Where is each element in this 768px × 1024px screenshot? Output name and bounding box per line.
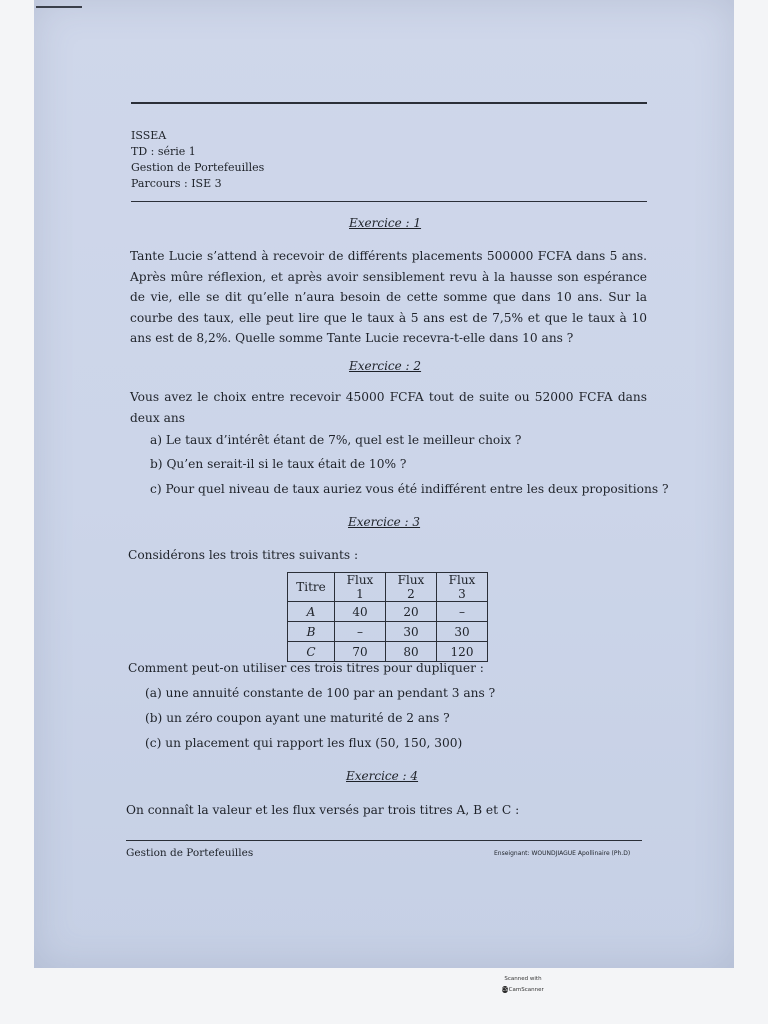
exercise-2-item-a [150,433,521,447]
exercise-1-title: Exercice : 1 [349,216,422,230]
table-cell: 70 [335,642,386,662]
camscanner-stamp [503,976,543,1012]
item-marker: c) [150,482,162,496]
table-header-row [288,573,488,602]
exercise-2-title: Exercice : 2 [349,359,422,373]
exercise-3-title: Exercice : 3 [348,515,421,529]
item-marker: (b) [145,711,163,725]
table-cell: – [335,622,386,642]
camscanner-logo [503,986,543,993]
table-cell: 30 [437,622,488,642]
exercise-3-item-b [145,711,450,725]
table-row [288,642,488,662]
item-marker: a) [150,433,163,447]
item-marker: (c) [145,736,162,750]
flux-table [287,572,488,662]
exercise-3-item-c [145,736,462,750]
table-header: Titre [288,573,335,602]
table-header: Flux 3 [437,573,488,602]
table-cell: 30 [386,622,437,642]
stamp-brand: CamScanner [508,986,544,993]
item-text: un zéro coupon ayant une maturité de 2 ans ? [166,711,450,725]
table-cell: 120 [437,642,488,662]
exercise-2-item-c [150,482,669,496]
table-cell: 80 [386,642,437,662]
item-marker: b) [150,457,163,471]
footer-course: Gestion de Portefeuilles [126,847,254,859]
item-text: Qu’en serait-il si le taux était de 10% ? [166,457,407,471]
track: Parcours : ISE 3 [131,177,222,190]
item-text: un placement qui rapport les flux (50, 150, 300) [165,736,463,750]
corner-mark [36,6,82,8]
table-cell: 40 [335,602,386,622]
td-series: TD : série 1 [131,145,196,158]
stamp-text: Scanned with [504,976,542,982]
exercise-3-intro: Considérons les trois titres suivants : [128,548,359,562]
table-cell: 20 [386,602,437,622]
exercise-2-text: Vous avez le choix entre recevoir 45000 FCFA tout de suite ou 52000 FCFA dans deux ans [130,390,647,425]
table-header: Flux 1 [335,573,386,602]
exercise-1-text: Tante Lucie s’attend à recevoir de différents placements 500000 FCFA dans 5 ans. Après mûre réflexion, et après avoir sensiblement revu à la hausse son espérance de vie, elle se dit qu’elle n’aura besoin de cette somme que dans 10 ans. Sur la courbe des taux, elle peut lire que le taux à 5 ans est de 7,5% et que le taux à 10 ans est de 8,2%. Quelle somme Tante Lucie recevra-t-elle dans 10 ans ? [130,249,647,345]
institution: ISSEA [131,129,167,142]
footer-teacher: Enseignant: WOUNDJIAGUE Apollinaire (Ph.D) [494,850,631,857]
exercise-3-question: Comment peut-on utiliser ces trois titres pour dupliquer : [128,661,484,675]
item-text: Le taux d’intérêt étant de 7%, quel est le meilleur choix ? [165,433,522,447]
exercise-4-title: Exercice : 4 [346,769,419,783]
item-text: Pour quel niveau de taux auriez vous été indifférent entre les deux propositions ? [165,482,669,496]
table-cell: – [437,602,488,622]
camscanner-icon: CS [502,987,508,992]
exercise-2-item-b [150,457,406,471]
header-rule [131,201,647,202]
footer-rule [126,840,642,841]
item-text: une annuité constante de 100 par an pendant 3 ans ? [165,686,496,700]
exercise-4-text: On connaît la valeur et les flux versés par trois titres A, B et C : [126,803,520,817]
table-row [288,622,488,642]
table-row [288,602,488,622]
exercise-3-item-a [145,686,495,700]
table-cell: C [288,642,335,662]
table-header: Flux 2 [386,573,437,602]
top-rule [131,102,647,104]
table-cell: B [288,622,335,642]
table-cell: A [288,602,335,622]
document-header [131,128,264,192]
item-marker: (a) [145,686,162,700]
course-name: Gestion de Portefeuilles [131,161,265,174]
